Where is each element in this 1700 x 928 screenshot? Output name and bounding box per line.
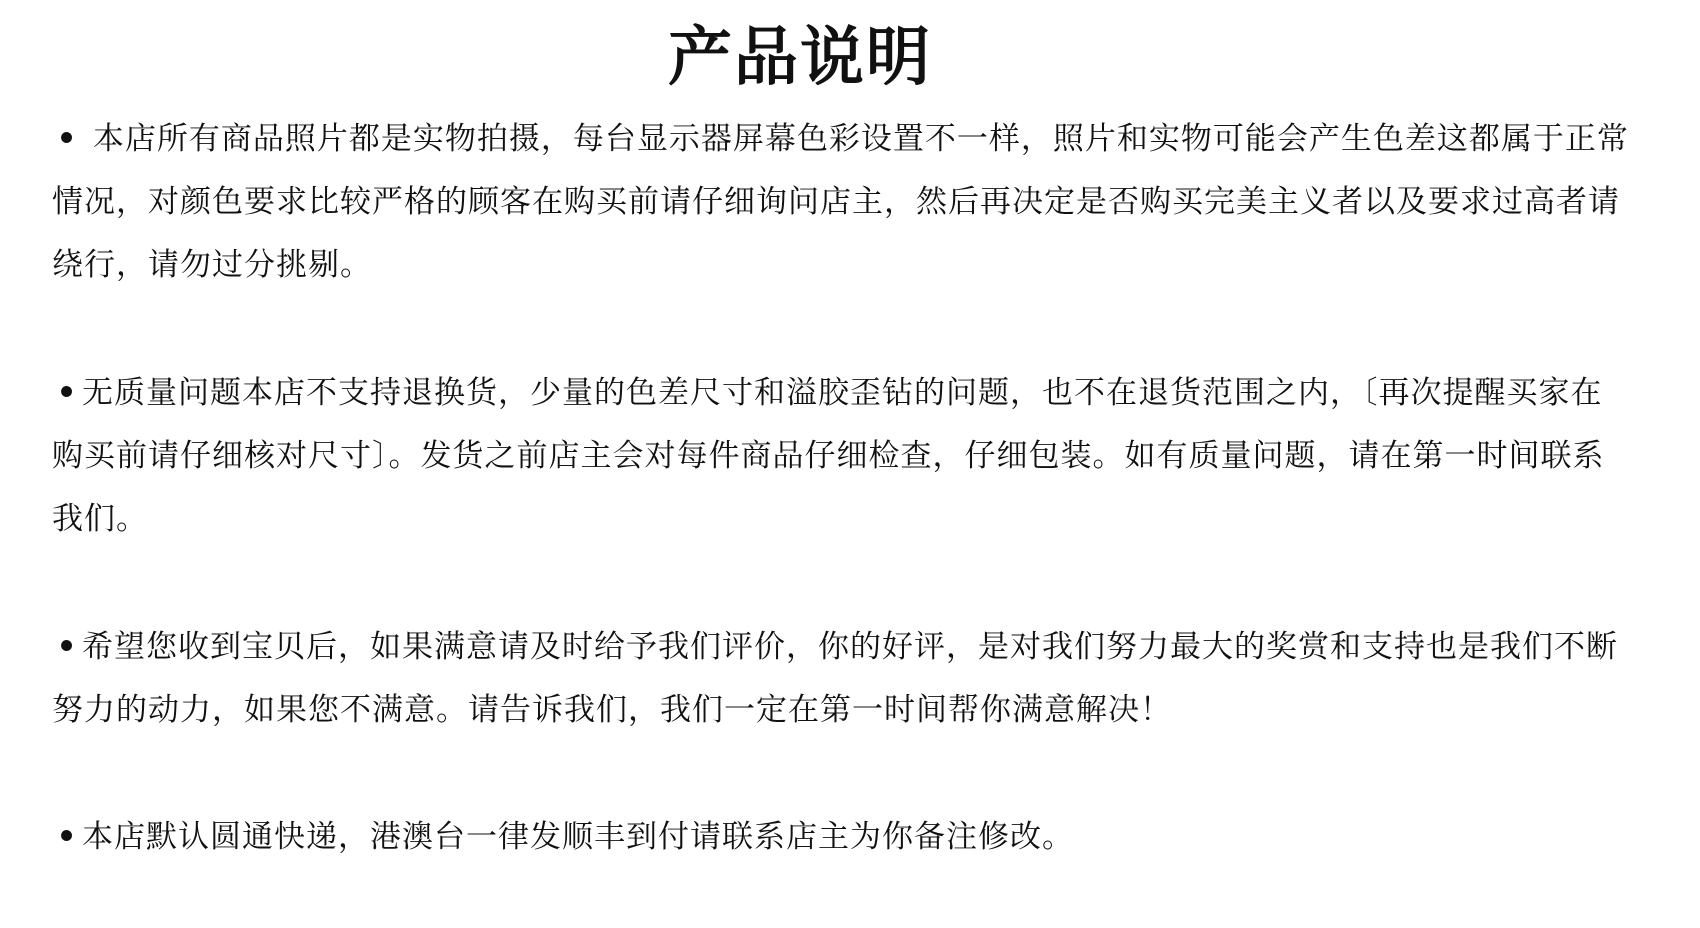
bullet-marker: • <box>56 375 78 411</box>
notice-text: 希望您收到宝贝后，如果满意请及时给予我们评价，你的好评，是对我们努力最大的奖赏和支持也是我们不断努力的动力，如果您不满意。请告诉我们，我们一定在第一时间帮你满意解决！ <box>52 629 1618 728</box>
bullet-marker: • <box>56 629 78 665</box>
notice-review-request <box>52 616 1632 742</box>
notice-text: 本店默认圆通快递，港澳台一律发顺丰到付请联系店主为你备注修改。 <box>82 819 1074 855</box>
bullet-marker: • <box>56 121 78 157</box>
notice-text: 本店所有商品照片都是实物拍摄，每台显示器屏幕色彩设置不一样，照片和实物可能会产生色差这都属于正常情况，对颜色要求比较严格的顾客在购买前请仔细询问店主，然后再决定是否购买完美主义者以及要求过高者请绕行，请勿过分挑剔。 <box>52 121 1629 283</box>
page-title: 产品说明 <box>668 21 932 95</box>
notice-photo-color-difference <box>52 108 1632 297</box>
notice-return-policy <box>52 362 1632 551</box>
notice-shipping <box>52 806 1632 869</box>
notice-text: 无质量问题本店不支持退换货，少量的色差尺寸和溢胶歪钻的问题，也不在退货范围之内，〔再次提醒买家在购买前请仔细核对尺寸〕。发货之前店主会对每件商品仔细检查，仔细包装。如有质量问题，请在第一时间联系我们。 <box>52 375 1605 537</box>
bullet-marker: • <box>56 819 78 855</box>
